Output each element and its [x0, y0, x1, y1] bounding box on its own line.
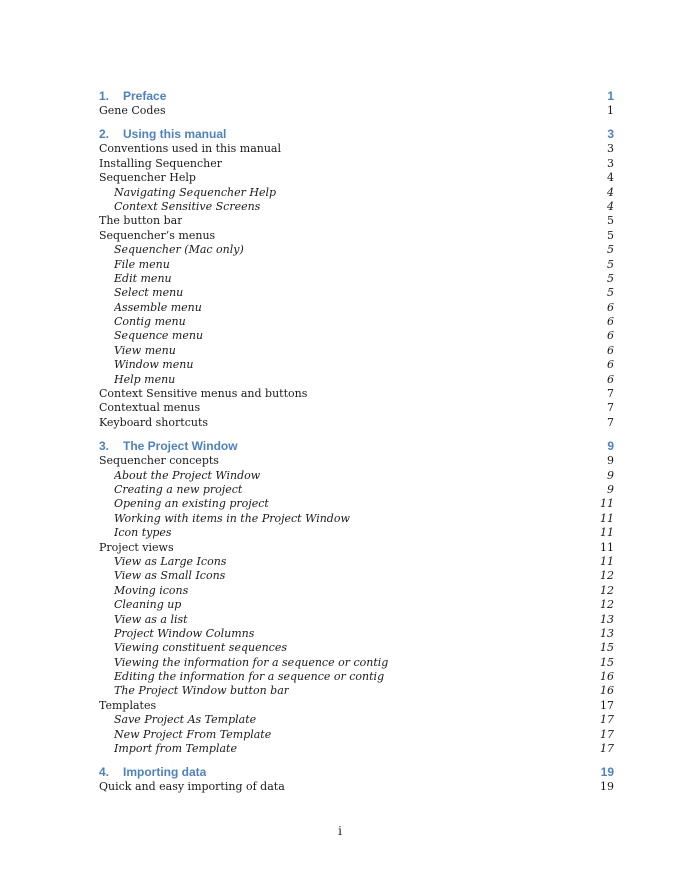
toc-chapter-number: 4.	[99, 765, 110, 780]
toc-entry-title: Context Sensitive Screens	[114, 199, 261, 213]
toc-page-number: 5	[607, 243, 614, 257]
toc-page-number: 7	[607, 415, 614, 429]
toc-page-number: 4	[607, 171, 614, 185]
toc-subsection-entry[interactable]	[99, 713, 614, 727]
toc-section-entry[interactable]	[99, 416, 614, 430]
toc-subsection-entry[interactable]	[99, 526, 614, 540]
toc-subsection-entry[interactable]	[99, 272, 614, 286]
toc-page-number: 1	[607, 104, 614, 117]
toc-entry-title: Project views	[99, 540, 174, 554]
toc-page-number: 9	[607, 482, 614, 496]
toc-subsection-entry[interactable]	[99, 186, 614, 200]
toc-section-entry[interactable]	[99, 699, 614, 713]
toc-page-number: 15	[600, 655, 614, 669]
toc-section-entry[interactable]	[99, 387, 614, 401]
toc-entry-title: Moving icons	[114, 583, 189, 597]
page-number: i	[338, 824, 342, 838]
toc-entry-title: View menu	[114, 343, 176, 357]
toc-entry-title: View as Large Icons	[114, 554, 227, 568]
toc-entry-title: Importing data	[123, 765, 207, 780]
toc-page-number: 4	[607, 199, 614, 213]
toc-entry-title: Keyboard shortcuts	[99, 415, 209, 429]
toc-page-number: 17	[600, 727, 614, 741]
toc-section-entry[interactable]	[99, 780, 614, 794]
toc-subsection-entry[interactable]	[99, 569, 614, 583]
toc-entry-title: Viewing constituent sequences	[114, 641, 287, 655]
toc-subsection-entry[interactable]	[99, 315, 614, 329]
toc-subsection-entry[interactable]	[99, 598, 614, 612]
toc-entry-title: About the Project Window	[114, 468, 261, 482]
toc-entry-title: Sequencher (Mac only)	[114, 243, 244, 257]
toc-page-number: 6	[607, 343, 614, 357]
toc-page-number: 6	[607, 372, 614, 386]
toc-entry-title: File menu	[114, 257, 170, 271]
toc-entry-title: The Project Window button bar	[114, 684, 290, 698]
toc-page-number: 13	[600, 612, 614, 626]
toc-page-number: 11	[600, 497, 614, 511]
toc-entry-title: Editing the information for a sequence or contig	[114, 670, 385, 684]
toc-entry-title: Contig menu	[114, 315, 186, 329]
toc-page-number: 12	[600, 583, 614, 597]
toc-section-entry[interactable]	[99, 104, 614, 118]
toc-subsection-entry[interactable]	[99, 344, 614, 358]
toc-section-entry[interactable]	[99, 171, 614, 185]
toc-section-entry[interactable]	[99, 157, 614, 171]
toc-page-number: 5	[607, 214, 614, 228]
toc-page-number: 7	[607, 401, 614, 415]
toc-page-number: 6	[607, 315, 614, 329]
toc-page-number: 17	[600, 713, 614, 727]
toc-page-number: 3	[607, 156, 614, 170]
toc-entry-title: Sequencher’s menus	[99, 228, 216, 242]
toc-page-number: 9	[607, 439, 614, 454]
toc-subsection-entry[interactable]	[99, 684, 614, 698]
toc-page-number: 3	[607, 142, 614, 156]
toc-chapter-number: 3.	[99, 439, 110, 454]
toc-page-number: 12	[600, 569, 614, 583]
toc-entry-title: Sequencher concepts	[99, 454, 219, 468]
toc-entry-title: Navigating Sequencher Help	[114, 185, 277, 199]
toc-entry-title: Sequencher Help	[99, 171, 196, 185]
toc-page-number: 6	[607, 358, 614, 372]
toc-chapter-number: 1.	[99, 89, 110, 103]
toc-entry-title: Working with items in the Project Window	[114, 511, 350, 525]
toc-page-number: 16	[600, 670, 614, 684]
toc-entry-title: Contextual menus	[99, 401, 201, 415]
toc-entry-title: Creating a new project	[114, 482, 243, 496]
toc-page-number: 1	[607, 89, 614, 103]
toc-subsection-entry[interactable]	[99, 728, 614, 742]
toc-section-entry[interactable]	[99, 142, 614, 156]
toc-subsection-entry[interactable]	[99, 373, 614, 387]
toc-page-number: 17	[600, 698, 614, 712]
toc-entry-title: Viewing the information for a sequence or contig	[114, 655, 389, 669]
toc-subsection-entry[interactable]	[99, 584, 614, 598]
toc-section-entry[interactable]	[99, 214, 614, 228]
toc-entry-title: Templates	[99, 698, 157, 712]
toc-page-number: 11	[600, 511, 614, 525]
toc-subsection-entry[interactable]	[99, 512, 614, 526]
toc-page-number: 11	[600, 526, 614, 540]
toc-subsection-entry[interactable]	[99, 243, 614, 257]
toc-entry-title: Opening an existing project	[114, 497, 269, 511]
toc-entry-title: Gene Codes	[99, 104, 166, 117]
toc-entry-title: Context Sensitive menus and buttons	[99, 387, 308, 401]
toc-entry-title: The Project Window	[123, 439, 238, 454]
toc-entry-title: New Project From Template	[114, 727, 272, 741]
toc-section-entry[interactable]	[99, 229, 614, 243]
toc-chapter-entry[interactable]	[99, 764, 614, 780]
toc-section-entry[interactable]	[99, 454, 614, 468]
toc-entry-title: Edit menu	[114, 271, 172, 285]
toc-entry-title: Project Window Columns	[114, 626, 255, 640]
toc-page-number: 5	[607, 286, 614, 300]
toc-page-number: 12	[600, 598, 614, 612]
toc-page-number: 6	[607, 300, 614, 314]
toc-subsection-entry[interactable]	[99, 555, 614, 569]
toc-page-number: 3	[607, 127, 614, 142]
toc-page-number: 17	[600, 742, 614, 756]
toc-entry-title: View as Small Icons	[114, 569, 226, 583]
toc-entry-title: Preface	[123, 89, 167, 103]
toc-page-number: 11	[600, 554, 614, 568]
toc-chapter-entry[interactable]	[99, 438, 614, 454]
toc-chapter-entry[interactable]	[99, 126, 614, 142]
toc-page-number: 6	[607, 329, 614, 343]
toc-subsection-entry[interactable]	[99, 497, 614, 511]
toc-subsection-entry[interactable]	[99, 286, 614, 300]
toc-entry-title: Window menu	[114, 358, 194, 372]
toc-page-number: 5	[607, 228, 614, 242]
toc-page-number: 15	[600, 641, 614, 655]
toc-entry-title: Assemble menu	[114, 300, 202, 314]
toc-page-number: 5	[607, 271, 614, 285]
toc-entry-title: Select menu	[114, 286, 184, 300]
toc-chapter-entry[interactable]	[99, 88, 614, 104]
toc-section-entry[interactable]	[99, 541, 614, 555]
toc-subsection-entry[interactable]	[99, 200, 614, 214]
toc-subsection-entry[interactable]	[99, 469, 614, 483]
toc-page-number: 16	[600, 684, 614, 698]
toc-entry-title: View as a list	[114, 612, 188, 626]
toc-entry-title: Save Project As Template	[114, 713, 257, 727]
toc-entry-title: The button bar	[99, 214, 183, 228]
toc-page-number: 4	[607, 185, 614, 199]
toc-page-number: 5	[607, 257, 614, 271]
toc-chapter-number: 2.	[99, 127, 110, 142]
toc-subsection-entry[interactable]	[99, 641, 614, 655]
toc-page-number: 7	[607, 387, 614, 401]
toc-entry-title: Quick and easy importing of data	[99, 780, 285, 794]
toc-subsection-entry[interactable]	[99, 358, 614, 372]
toc-page-number: 19	[600, 765, 614, 780]
toc-entry-title: Icon types	[114, 526, 172, 540]
toc-subsection-entry[interactable]	[99, 258, 614, 272]
toc-page-number: 11	[600, 540, 614, 554]
toc-subsection-entry[interactable]	[99, 329, 614, 343]
toc-section-entry[interactable]	[99, 401, 614, 415]
table-of-contents	[99, 88, 614, 795]
toc-entry-title: Installing Sequencher	[99, 156, 223, 170]
toc-entry-title: Conventions used in this manual	[99, 142, 281, 156]
toc-entry-title: Using this manual	[123, 127, 227, 142]
toc-page-number: 19	[600, 780, 614, 794]
toc-page-number: 13	[600, 626, 614, 640]
toc-entry-title: Import from Template	[114, 742, 237, 756]
toc-subsection-entry[interactable]	[99, 656, 614, 670]
toc-subsection-entry[interactable]	[99, 627, 614, 641]
toc-subsection-entry[interactable]	[99, 301, 614, 315]
toc-page-number: 9	[607, 468, 614, 482]
toc-subsection-entry[interactable]	[99, 670, 614, 684]
toc-entry-title: Cleaning up	[114, 598, 182, 612]
toc-subsection-entry[interactable]	[99, 742, 614, 756]
toc-entry-title: Help menu	[114, 372, 176, 386]
toc-entry-title: Sequence menu	[114, 329, 204, 343]
toc-subsection-entry[interactable]	[99, 483, 614, 497]
toc-page-number: 9	[607, 454, 614, 468]
toc-subsection-entry[interactable]	[99, 613, 614, 627]
